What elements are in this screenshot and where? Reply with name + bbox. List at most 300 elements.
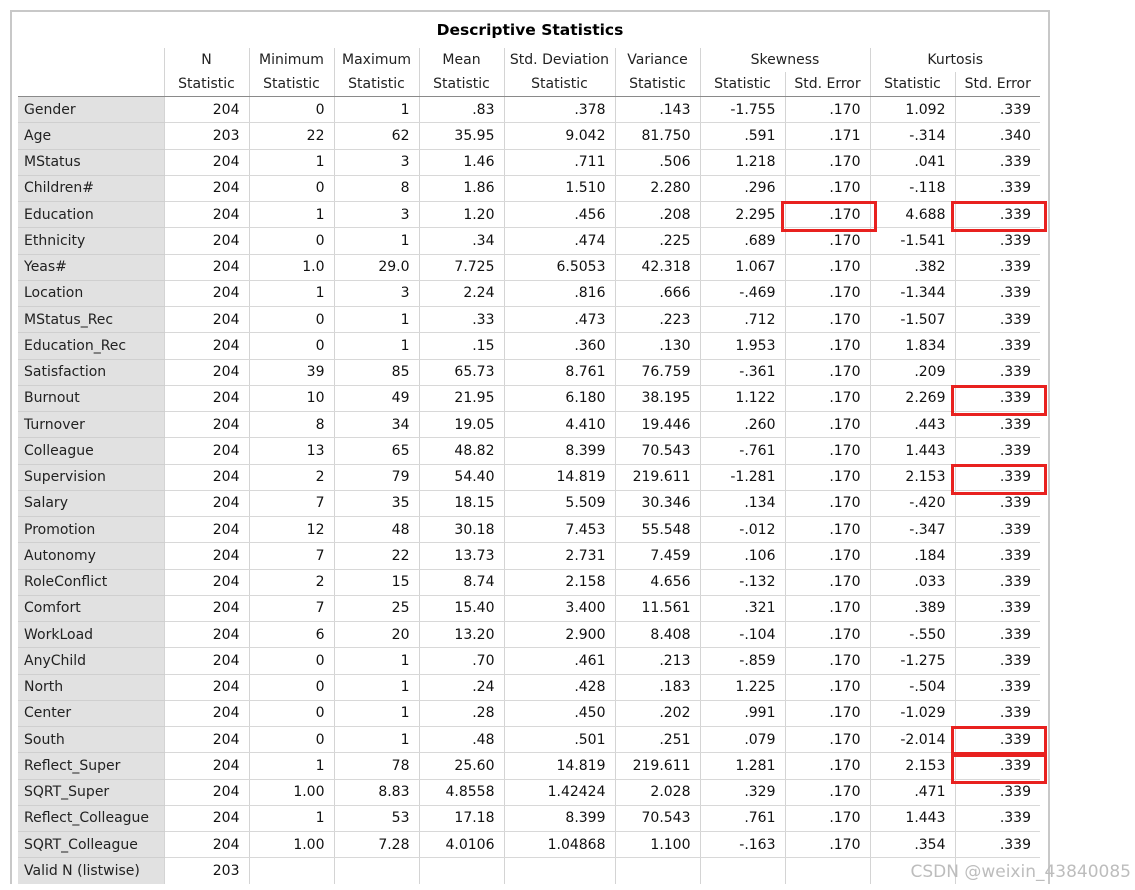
data-cell: .339	[955, 569, 1040, 595]
data-cell: -1.344	[870, 280, 955, 306]
data-cell: .15	[419, 333, 504, 359]
data-cell: 4.0106	[419, 832, 504, 858]
data-cell: 8.74	[419, 569, 504, 595]
data-cell	[419, 858, 504, 884]
data-cell: 1	[334, 307, 419, 333]
data-cell: .171	[785, 123, 870, 149]
data-cell: 38.195	[615, 385, 700, 411]
data-cell: .712	[700, 307, 785, 333]
data-cell: 204	[164, 385, 249, 411]
row-label: Turnover	[18, 412, 164, 438]
data-cell: -.314	[870, 123, 955, 149]
data-cell: .170	[785, 490, 870, 516]
data-cell: 0	[249, 727, 334, 753]
data-cell	[785, 858, 870, 884]
data-cell: .213	[615, 648, 700, 674]
highlight-box	[951, 464, 1048, 495]
data-cell: 22	[334, 543, 419, 569]
data-cell: 54.40	[419, 464, 504, 490]
table-row	[18, 595, 1040, 621]
data-cell: 6.180	[504, 385, 615, 411]
data-cell: .208	[615, 202, 700, 228]
row-label: RoleConflict	[18, 569, 164, 595]
data-cell: 204	[164, 543, 249, 569]
data-cell: 204	[164, 97, 249, 123]
data-cell: 13.20	[419, 622, 504, 648]
data-cell: 1	[249, 149, 334, 175]
row-label: Education_Rec	[18, 333, 164, 359]
data-cell: .461	[504, 648, 615, 674]
data-cell: .170	[785, 359, 870, 385]
data-cell: .339	[955, 175, 1040, 201]
data-cell: .033	[870, 569, 955, 595]
data-cell: 29.0	[334, 254, 419, 280]
data-cell: 1	[249, 805, 334, 831]
data-cell: 1.00	[249, 779, 334, 805]
data-cell: .991	[700, 700, 785, 726]
data-cell: 4.688	[870, 202, 955, 228]
data-cell: .184	[870, 543, 955, 569]
data-cell: .473	[504, 307, 615, 333]
data-cell: 55.548	[615, 517, 700, 543]
data-cell: .251	[615, 727, 700, 753]
data-cell: 204	[164, 779, 249, 805]
data-cell: -1.507	[870, 307, 955, 333]
data-cell: -.420	[870, 490, 955, 516]
data-cell: 20	[334, 622, 419, 648]
data-cell	[504, 858, 615, 884]
data-cell: 18.15	[419, 490, 504, 516]
data-cell	[615, 858, 700, 884]
data-cell: .339	[955, 228, 1040, 254]
data-cell: -.347	[870, 517, 955, 543]
data-cell: .170	[785, 805, 870, 831]
data-cell: 1	[249, 202, 334, 228]
data-cell: .170	[785, 149, 870, 175]
data-cell: .666	[615, 280, 700, 306]
data-cell: 76.759	[615, 359, 700, 385]
data-cell: .339	[955, 359, 1040, 385]
data-cell: .339	[955, 149, 1040, 175]
data-cell: .170	[785, 517, 870, 543]
highlighted-cell: .339	[955, 464, 1040, 490]
data-cell: 0	[249, 648, 334, 674]
data-cell: 3	[334, 280, 419, 306]
header-kurtosis: Kurtosis	[870, 48, 1040, 72]
data-cell: .501	[504, 727, 615, 753]
data-cell: 204	[164, 569, 249, 595]
data-cell: -2.014	[870, 727, 955, 753]
row-label: MStatus	[18, 149, 164, 175]
highlighted-cell: .339	[955, 202, 1040, 228]
row-label: WorkLoad	[18, 622, 164, 648]
data-cell: 1	[334, 674, 419, 700]
data-cell: 1.20	[419, 202, 504, 228]
table-row	[18, 700, 1040, 726]
row-label: Colleague	[18, 438, 164, 464]
data-cell: .48	[419, 727, 504, 753]
data-cell: 79	[334, 464, 419, 490]
data-cell: 21.95	[419, 385, 504, 411]
highlight-box	[951, 385, 1048, 416]
data-cell: .170	[785, 727, 870, 753]
data-cell: 204	[164, 753, 249, 779]
subheader-cell: Std. Error	[785, 72, 870, 97]
data-cell: .106	[700, 543, 785, 569]
data-cell: 42.318	[615, 254, 700, 280]
row-label: Education	[18, 202, 164, 228]
data-cell: 204	[164, 700, 249, 726]
data-cell: -1.275	[870, 648, 955, 674]
data-cell: 1.281	[700, 753, 785, 779]
data-cell: 65.73	[419, 359, 504, 385]
data-cell: .170	[785, 438, 870, 464]
data-cell: 30.346	[615, 490, 700, 516]
data-cell: 219.611	[615, 464, 700, 490]
table-row	[18, 307, 1040, 333]
data-cell: .170	[785, 543, 870, 569]
row-label: Gender	[18, 97, 164, 123]
data-cell: 2	[249, 569, 334, 595]
row-label: Location	[18, 280, 164, 306]
data-cell: 6	[249, 622, 334, 648]
data-cell: 1.122	[700, 385, 785, 411]
data-cell: 12	[249, 517, 334, 543]
data-cell: 53	[334, 805, 419, 831]
data-cell: -.012	[700, 517, 785, 543]
data-cell: .339	[955, 832, 1040, 858]
data-cell: 30.18	[419, 517, 504, 543]
data-cell: 1	[334, 228, 419, 254]
data-cell: 8.399	[504, 438, 615, 464]
data-cell: 0	[249, 307, 334, 333]
data-cell: -.550	[870, 622, 955, 648]
data-cell: 9.042	[504, 123, 615, 149]
table-row	[18, 97, 1040, 123]
data-cell: .339	[955, 779, 1040, 805]
table-row	[18, 464, 1040, 490]
data-cell: .170	[785, 97, 870, 123]
data-cell: 1.067	[700, 254, 785, 280]
subheader-cell: Statistic	[615, 72, 700, 97]
data-cell: .28	[419, 700, 504, 726]
row-label: Salary	[18, 490, 164, 516]
data-cell: .170	[785, 307, 870, 333]
data-cell: .339	[955, 648, 1040, 674]
data-cell: 3	[334, 149, 419, 175]
table-row	[18, 175, 1040, 201]
table-row	[18, 832, 1040, 858]
data-cell: .170	[785, 175, 870, 201]
data-cell: 204	[164, 202, 249, 228]
data-cell: .591	[700, 123, 785, 149]
data-cell: .471	[870, 779, 955, 805]
data-cell: 1.510	[504, 175, 615, 201]
data-cell: -.859	[700, 648, 785, 674]
row-label: Burnout	[18, 385, 164, 411]
data-cell: 2.900	[504, 622, 615, 648]
subheader-cell: Statistic	[870, 72, 955, 97]
data-cell: 0	[249, 700, 334, 726]
data-cell: .339	[955, 674, 1040, 700]
data-cell: .339	[955, 622, 1040, 648]
data-cell: 25	[334, 595, 419, 621]
data-cell: -.361	[700, 359, 785, 385]
data-cell: 8.761	[504, 359, 615, 385]
data-cell: 7.725	[419, 254, 504, 280]
table-row	[18, 727, 1040, 753]
data-cell: 5.509	[504, 490, 615, 516]
data-cell: 204	[164, 438, 249, 464]
data-cell: 78	[334, 753, 419, 779]
data-cell: 22	[249, 123, 334, 149]
data-cell: .339	[955, 254, 1040, 280]
data-cell: .170	[785, 674, 870, 700]
data-cell: 19.05	[419, 412, 504, 438]
data-cell: 204	[164, 175, 249, 201]
data-cell: 2.153	[870, 464, 955, 490]
data-cell: -1.029	[870, 700, 955, 726]
data-cell: 2.158	[504, 569, 615, 595]
row-label: Ethnicity	[18, 228, 164, 254]
table-row	[18, 202, 1040, 228]
row-label: AnyChild	[18, 648, 164, 674]
data-cell: 1.86	[419, 175, 504, 201]
data-cell: .143	[615, 97, 700, 123]
data-cell: 15	[334, 569, 419, 595]
data-cell: 1.42424	[504, 779, 615, 805]
row-label: Valid N (listwise)	[18, 858, 164, 884]
data-cell: 2.028	[615, 779, 700, 805]
data-cell: 7.28	[334, 832, 419, 858]
subheader-cell: Statistic	[419, 72, 504, 97]
data-cell: 204	[164, 307, 249, 333]
data-cell: -1.281	[700, 464, 785, 490]
data-cell: .170	[785, 385, 870, 411]
row-label: Yeas#	[18, 254, 164, 280]
data-cell: 7	[249, 543, 334, 569]
row-label: Age	[18, 123, 164, 149]
header-variance: Variance	[615, 48, 700, 72]
data-cell: 1.100	[615, 832, 700, 858]
data-cell: .170	[785, 464, 870, 490]
data-cell	[700, 858, 785, 884]
highlight-box	[951, 752, 1048, 783]
table-row	[18, 359, 1040, 385]
row-label: Reflect_Super	[18, 753, 164, 779]
data-cell: .170	[785, 333, 870, 359]
descriptive-statistics-table	[18, 48, 1040, 884]
row-label: South	[18, 727, 164, 753]
table-title: Descriptive Statistics	[436, 21, 624, 39]
table-row	[18, 753, 1040, 779]
data-cell: 6.5053	[504, 254, 615, 280]
data-cell: 85	[334, 359, 419, 385]
highlighted-cell: .339	[955, 753, 1040, 779]
data-cell: 204	[164, 359, 249, 385]
data-cell: .170	[785, 569, 870, 595]
data-cell: 7	[249, 595, 334, 621]
data-cell: -.163	[700, 832, 785, 858]
data-cell: 204	[164, 648, 249, 674]
table-row	[18, 622, 1040, 648]
data-cell: 1	[334, 97, 419, 123]
table-row	[18, 254, 1040, 280]
data-cell: 204	[164, 490, 249, 516]
data-cell: .134	[700, 490, 785, 516]
data-cell: .33	[419, 307, 504, 333]
data-cell: .382	[870, 254, 955, 280]
subheader-cell: Statistic	[334, 72, 419, 97]
data-cell: -.132	[700, 569, 785, 595]
data-cell: -.504	[870, 674, 955, 700]
subheader-cell: Std. Error	[955, 72, 1040, 97]
data-cell: 2	[249, 464, 334, 490]
data-cell: 204	[164, 805, 249, 831]
header-mean: Mean	[419, 48, 504, 72]
data-cell: 204	[164, 280, 249, 306]
data-cell: 14.819	[504, 753, 615, 779]
data-cell: .339	[955, 490, 1040, 516]
row-label: SQRT_Colleague	[18, 832, 164, 858]
data-cell: .260	[700, 412, 785, 438]
data-cell: 1	[334, 333, 419, 359]
data-cell: .354	[870, 832, 955, 858]
table-row	[18, 517, 1040, 543]
data-cell: 204	[164, 464, 249, 490]
data-cell: .70	[419, 648, 504, 674]
data-cell: 2.153	[870, 753, 955, 779]
data-cell: 1.0	[249, 254, 334, 280]
data-cell: .170	[785, 280, 870, 306]
data-cell: .209	[870, 359, 955, 385]
data-cell: 39	[249, 359, 334, 385]
data-cell: 4.656	[615, 569, 700, 595]
data-cell: 62	[334, 123, 419, 149]
highlighted-cell: .170	[785, 202, 870, 228]
data-cell: 7.453	[504, 517, 615, 543]
data-cell: .170	[785, 648, 870, 674]
watermark: CSDN @weixin_43840085	[910, 862, 1131, 882]
data-cell: .339	[955, 517, 1040, 543]
data-cell: .225	[615, 228, 700, 254]
data-cell: 48.82	[419, 438, 504, 464]
data-cell: 49	[334, 385, 419, 411]
data-cell: 8	[249, 412, 334, 438]
data-cell: .170	[785, 228, 870, 254]
data-cell: 11.561	[615, 595, 700, 621]
data-cell: 2.295	[700, 202, 785, 228]
table-row	[18, 438, 1040, 464]
data-cell: .339	[955, 412, 1040, 438]
data-cell: .170	[785, 595, 870, 621]
data-cell: 204	[164, 254, 249, 280]
header-n: N	[164, 48, 249, 72]
data-cell: .170	[785, 254, 870, 280]
data-cell: 204	[164, 727, 249, 753]
data-cell: .711	[504, 149, 615, 175]
data-cell: 204	[164, 622, 249, 648]
data-cell: 10	[249, 385, 334, 411]
header-skewness: Skewness	[700, 48, 870, 72]
data-cell: 0	[249, 97, 334, 123]
data-cell: 3.400	[504, 595, 615, 621]
data-cell: 7	[249, 490, 334, 516]
data-cell: 1	[334, 648, 419, 674]
data-cell: 8.83	[334, 779, 419, 805]
data-cell: .339	[955, 805, 1040, 831]
data-cell: 1	[334, 700, 419, 726]
data-cell: .041	[870, 149, 955, 175]
data-cell: 81.750	[615, 123, 700, 149]
data-cell: .24	[419, 674, 504, 700]
data-cell: .329	[700, 779, 785, 805]
data-cell: 13.73	[419, 543, 504, 569]
data-cell: 7.459	[615, 543, 700, 569]
data-cell: .339	[955, 438, 1040, 464]
data-cell: .202	[615, 700, 700, 726]
data-cell: .170	[785, 832, 870, 858]
data-cell: .456	[504, 202, 615, 228]
data-cell: 1.834	[870, 333, 955, 359]
data-cell: 70.543	[615, 805, 700, 831]
data-cell: 2.24	[419, 280, 504, 306]
row-label: SQRT_Super	[18, 779, 164, 805]
data-cell: 1.00	[249, 832, 334, 858]
data-cell: .296	[700, 175, 785, 201]
table-row	[18, 648, 1040, 674]
data-cell: .170	[785, 412, 870, 438]
data-cell: .079	[700, 727, 785, 753]
data-cell: 204	[164, 595, 249, 621]
data-cell: .339	[955, 280, 1040, 306]
data-cell: 0	[249, 333, 334, 359]
table-row	[18, 385, 1040, 411]
data-cell: 0	[249, 228, 334, 254]
subheader-cell: Statistic	[249, 72, 334, 97]
data-cell: -.104	[700, 622, 785, 648]
data-cell: 4.8558	[419, 779, 504, 805]
row-label: Autonomy	[18, 543, 164, 569]
data-cell: 17.18	[419, 805, 504, 831]
data-cell: -.761	[700, 438, 785, 464]
table-row	[18, 333, 1040, 359]
data-cell: 1	[249, 280, 334, 306]
table-row	[18, 280, 1040, 306]
data-cell: 1.225	[700, 674, 785, 700]
table-row	[18, 149, 1040, 175]
highlight-box	[951, 201, 1048, 232]
data-cell: .339	[955, 333, 1040, 359]
data-cell: 34	[334, 412, 419, 438]
data-cell: 0	[249, 175, 334, 201]
data-cell: -.469	[700, 280, 785, 306]
header-corner	[18, 48, 164, 72]
header-minimum: Minimum	[249, 48, 334, 72]
data-cell: 203	[164, 123, 249, 149]
data-cell: .389	[870, 595, 955, 621]
data-cell: 65	[334, 438, 419, 464]
data-cell: 70.543	[615, 438, 700, 464]
data-cell: .689	[700, 228, 785, 254]
data-cell: 1	[249, 753, 334, 779]
row-label: MStatus_Rec	[18, 307, 164, 333]
highlight-box	[781, 201, 877, 232]
table-row	[18, 123, 1040, 149]
data-cell: 204	[164, 517, 249, 543]
data-cell: 2.731	[504, 543, 615, 569]
data-cell: .170	[785, 622, 870, 648]
